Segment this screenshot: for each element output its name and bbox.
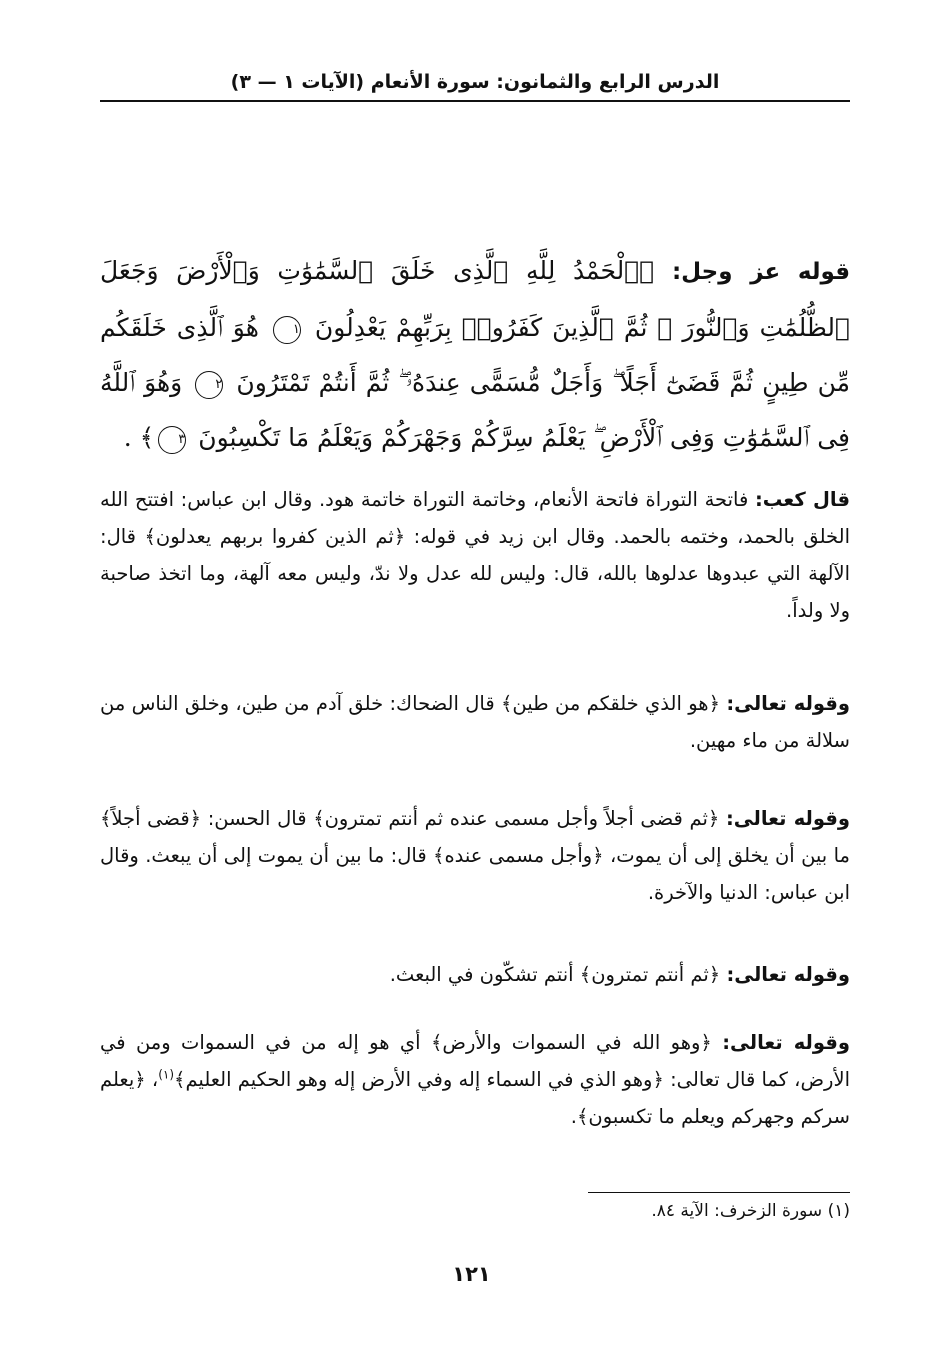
quran-end: . <box>123 423 132 452</box>
close-bracket: ﴾ <box>139 423 155 452</box>
quran-lead: قوله عز وجل: <box>671 259 850 285</box>
paragraph-lead: وقوله تعالى: <box>726 692 850 715</box>
quran-verses-block <box>100 243 850 465</box>
paragraph-text: ﴿هو الذي خلقكم من طين﴾ قال الضحاك: خلق آدم من طين، وخلق الناس من سلالة من ماء مهين. <box>100 692 850 752</box>
paragraph-lead: قال كعب: <box>754 488 851 511</box>
paragraph-text: ﴿ثم قضى أجلاً وأجل مسمى عنده ثم أنتم تمترون﴾ قال الحسن: ﴿قضى أجلاً﴾ ما بين أن يخلق إلى أن يموت، ﴿وأجل مسمى عنده﴾ قال: ما بين أن يموت إلى أن يبعث. وقال ابن عباس: الدنيا والآخرة. <box>100 807 850 904</box>
paragraph-lead: وقوله تعالى: <box>726 963 850 986</box>
ayah-mark-3: ٣ <box>158 426 186 454</box>
footnote-reference: (١) <box>158 1067 175 1082</box>
paragraph-term <box>100 800 850 911</box>
paragraph-lead: وقوله تعالى: <box>725 807 850 830</box>
paragraph-kaab <box>100 481 850 629</box>
paragraph-lead: وقوله تعالى: <box>722 1031 850 1054</box>
ayah-mark-2: ٢ <box>195 371 223 399</box>
header-rule <box>100 100 850 102</box>
open-bracket: ﴿ <box>639 256 655 285</box>
paragraph-text: ﴿ثم أنتم تمترون﴾ أنتم تشكّون في البعث. <box>389 963 721 986</box>
paragraph-doubt <box>100 956 850 993</box>
ayah-mark-1: ١ <box>273 316 301 344</box>
paragraph-clay <box>100 685 850 759</box>
paragraph-text: ﴿وهو الله في السموات والأرض﴾ أي هو إله من في السموات ومن في الأرض، كما قال تعالى: ﴿وهو الذي في السماء إله وفي الأرض إله وهو الحكيم العليم﴾ <box>100 1031 851 1091</box>
paragraph-text: فاتحة التوراة فاتحة الأنعام، وخاتمة التوراة خاتمة هود. وقال ابن عباس: افتتح الله الخلق بالحمد، وختمه بالحمد. وقال ابن زيد في قوله: ﴿ثم الذين كفروا بربهم يعدلون﴾ قال: الآلهة التي عبدوها عدلوها بالله، قال: وليس لله عدل ولا ندّ، وليس معه آلهة، وما اتخذ صاحبة ولا ولداً. <box>100 488 850 622</box>
running-header: الدرس الرابع والثمانون: سورة الأنعام (الآيات ١ — ٣) <box>230 71 720 93</box>
footnote: (١) سورة الزخرف: الآية ٨٤. <box>651 1201 850 1221</box>
paragraph-heavens <box>100 1024 850 1135</box>
verse-2: هُوَ ٱلَّذِى خَلَقَكُم مِّن طِينٍ ثُمَّ قَضَىٰٓ أَجَلًا ۖ وَأَجَلٌ مُّسَمًّى عِندَهُۥ ۖ ثُمَّ أَنتُمْ تَمْتَرُونَ <box>100 313 851 397</box>
footnote-rule <box>588 1192 850 1193</box>
paragraph-text-cont: ، ﴿يعلم سركم وجهركم ويعلم ما تكسبون﴾. <box>100 1068 850 1128</box>
verse-1: ٱلْحَمْدُ لِلَّهِ ٱلَّذِى خَلَقَ ٱلسَّمَٰوَٰتِ وَٱلْأَرْضَ وَجَعَلَ ٱلظُّلُمَٰتِ وَٱلنُّورَ ۖ ثُمَّ ٱلَّذِينَ كَفَرُوا۟ بِرَبِّهِمْ يَعْدِلُونَ <box>100 256 850 342</box>
page-number: ١٢١ <box>452 1262 491 1286</box>
verse-3: وَهُوَ ٱللَّهُ فِى ٱلسَّمَٰوَٰتِ وَفِى ٱلْأَرْضِ ۖ يَعْلَمُ سِرَّكُمْ وَجَهْرَكُمْ وَيَعْلَمُ مَا تَكْسِبُونَ <box>100 368 850 452</box>
